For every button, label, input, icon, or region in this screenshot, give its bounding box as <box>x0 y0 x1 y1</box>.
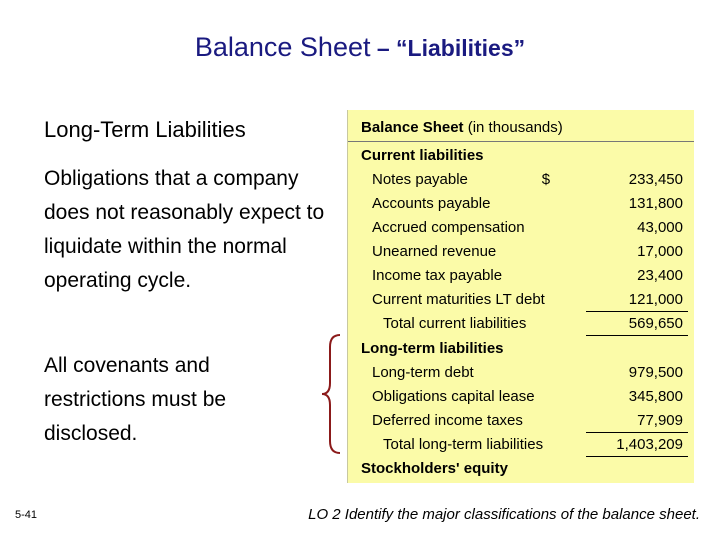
learning-objective: LO 2 Identify the major classifications of the balance sheet. <box>308 506 700 523</box>
row-label: Accounts payable <box>372 195 491 212</box>
sheet-title <box>361 119 563 136</box>
definition-text: Obligations that a company does not reasonably expect to liquidate within the normal operating cycle. <box>44 167 325 292</box>
total-current-value: 569,650 <box>628 315 683 332</box>
row-value: 17,000 <box>637 243 683 260</box>
total-rule <box>586 456 688 457</box>
slide-title <box>0 32 720 63</box>
disclosure-text: All covenants and restrictions must be disclosed. <box>44 354 227 445</box>
row-label: Accrued compensation <box>372 219 525 236</box>
row-value: $ 233,450 <box>541 171 683 188</box>
row-value: 77,909 <box>637 412 683 429</box>
row-label: Unearned revenue <box>372 243 497 260</box>
row-value: 121,000 <box>628 291 683 308</box>
row-value: 345,800 <box>628 388 683 405</box>
row-value: 23,400 <box>637 267 683 284</box>
total-long-term-value: 1,403,209 <box>616 436 683 453</box>
sheet-title-units: (in thousands) <box>463 119 563 136</box>
row-value: 979,500 <box>628 364 683 381</box>
row-label: Deferred income taxes <box>372 412 523 429</box>
slide-title-main: Balance Sheet <box>194 32 371 62</box>
row-label: Current maturities LT debt <box>372 291 545 308</box>
row-value: 131,800 <box>628 195 683 212</box>
slide-title-sub: – “Liabilities” <box>370 35 526 61</box>
row-value: 43,000 <box>637 219 683 236</box>
balance-sheet-table <box>347 110 694 483</box>
curly-bracket-icon <box>320 333 344 455</box>
total-current-label: Total current liabilities <box>383 315 527 332</box>
current-liabilities-label: Current liabilities <box>361 147 484 164</box>
row-label: Notes payable <box>372 171 468 188</box>
row-label: Obligations capital lease <box>372 388 535 405</box>
dollar-sign: $ <box>541 171 551 188</box>
total-rule <box>586 335 688 336</box>
subtotal-rule <box>586 311 688 312</box>
row-label: Income tax payable <box>372 267 503 284</box>
long-term-liabilities-label: Long-term liabilities <box>361 340 504 357</box>
slide-number: 5-41 <box>15 509 38 521</box>
total-long-term-label: Total long-term liabilities <box>383 436 544 453</box>
subtotal-rule <box>586 432 688 433</box>
section-heading: Long-Term Liabilities <box>44 117 246 142</box>
row-label: Long-term debt <box>372 364 474 381</box>
sheet-title-bold: Balance Sheet <box>361 119 464 136</box>
stockholders-equity-label: Stockholders' equity <box>361 460 508 477</box>
sheet-divider <box>348 141 694 142</box>
